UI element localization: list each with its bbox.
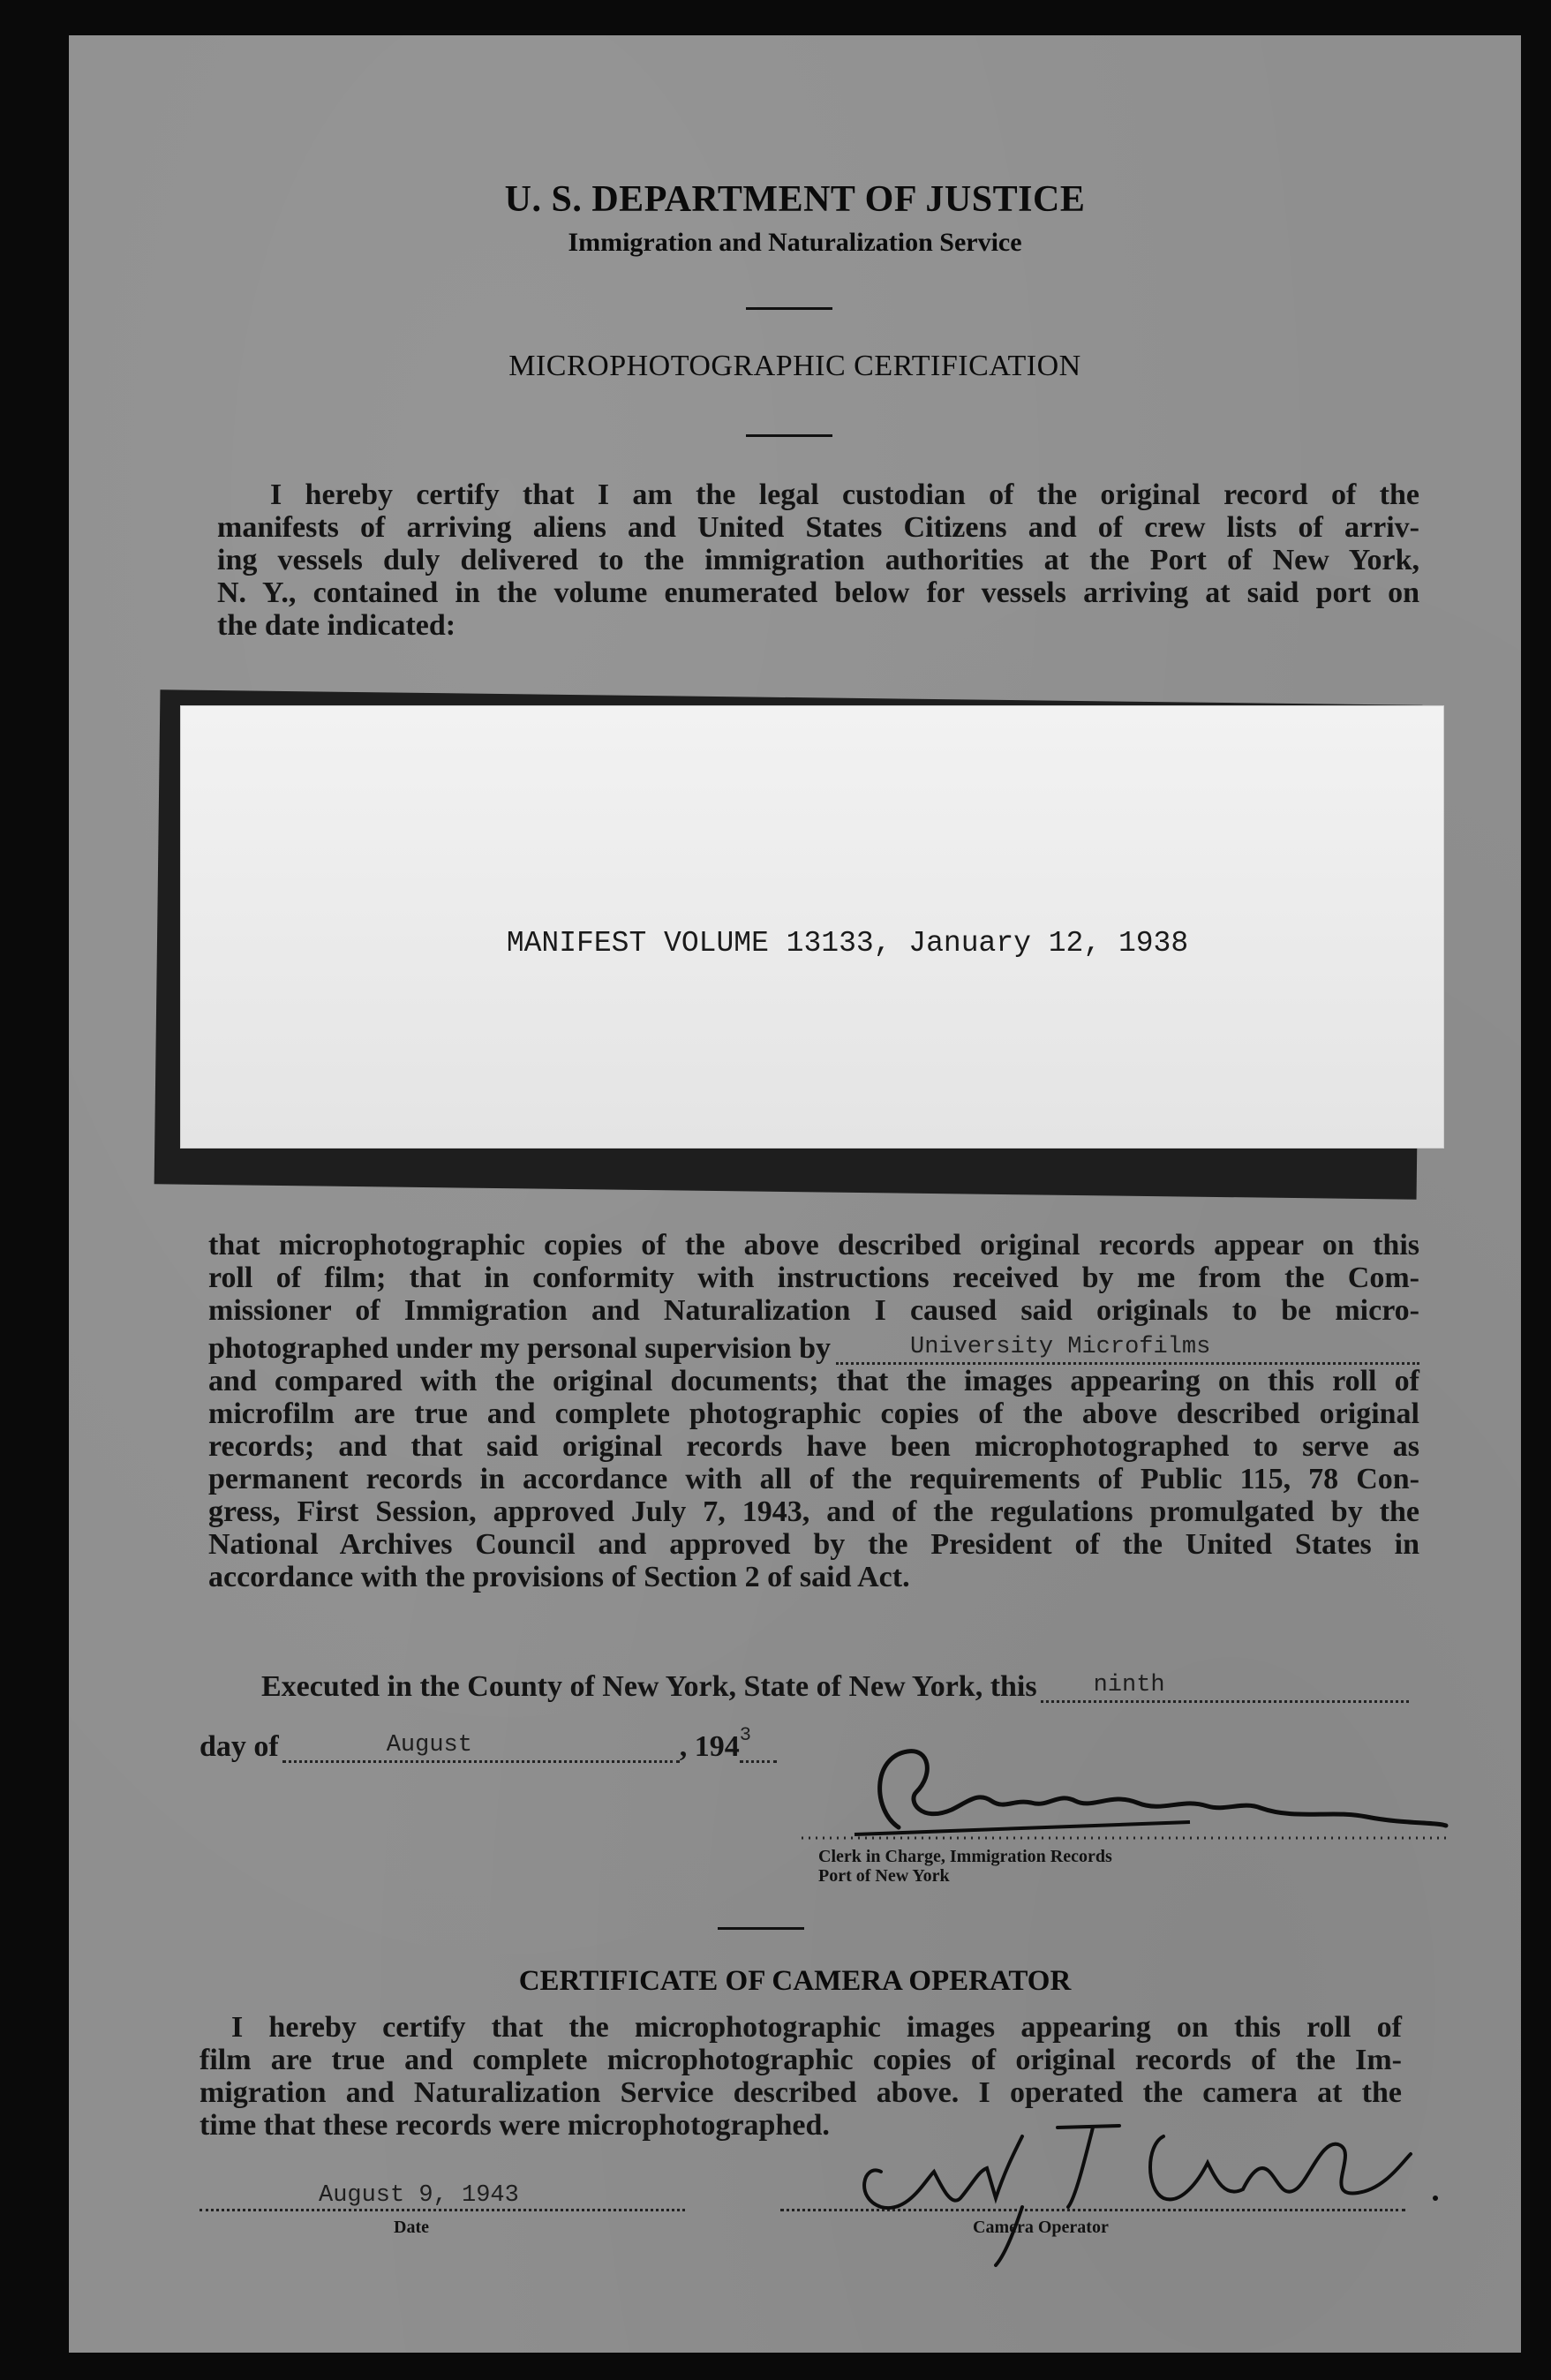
paragraph-line: time that these records were microphotographed. [200, 2109, 830, 2142]
year-prefix: , 194 [679, 1730, 740, 1763]
execution-prefix: Executed in the County of New York, State of New York, this [261, 1670, 1037, 1703]
certification-title: MICROPHOTOGRAPHIC CERTIFICATION [508, 350, 1081, 382]
divider-rule [746, 307, 832, 310]
service-subheading: Immigration and Naturalization Service [568, 228, 1022, 257]
day-fill-line [1041, 1672, 1409, 1703]
paragraph-line: N. Y., contained in the volume enumerated below for vessels arriving at said port on [217, 576, 1419, 609]
supervision-value: University Microfilms [910, 1334, 1211, 1360]
divider-rule [718, 1927, 804, 1930]
clerk-title-line1: Clerk in Charge, Immigration Records [818, 1847, 1112, 1866]
date-fill-line [200, 2182, 685, 2211]
camera-operator-label: Camera Operator [973, 2218, 1109, 2237]
day-of-label: day of [200, 1730, 279, 1763]
paragraph-line: manifests of arriving aliens and United States Citizens and of crew lists of arriv- [217, 511, 1419, 544]
body-paragraph [208, 1229, 1419, 1593]
month-fill-line [282, 1732, 680, 1763]
paragraph-line: migration and Naturalization Service described above. I operated the camera at the [200, 2076, 1402, 2109]
execution-line [261, 1670, 1409, 1703]
department-heading: U. S. DEPARTMENT OF JUSTICE [504, 179, 1086, 220]
date-value: August 9, 1943 [319, 2182, 519, 2209]
paragraph-line: National Archives Council and approved by the President of the United States in [208, 1528, 1419, 1561]
supervision-fill-line [836, 1334, 1419, 1365]
paragraph-line: and compared with the original documents; that the images appearing on this roll of [208, 1365, 1419, 1397]
divider-rule [746, 434, 832, 437]
paragraph-line: ing vessels duly delivered to the immigration authorities at the Port of New York, [217, 544, 1419, 576]
paragraph-line: that microphotographic copies of the above described original records appear on this [208, 1229, 1419, 1262]
paragraph-line: microfilm are true and complete photographic copies of the above described original [208, 1397, 1419, 1430]
manifest-card [181, 706, 1443, 1148]
manifest-volume-text: MANIFEST VOLUME 13133, January 12, 1938 [506, 927, 1189, 960]
clerk-signature [766, 1739, 1455, 1845]
paragraph-line: gress, First Session, approved July 7, 1943, and of the regulations promulgated by the [208, 1495, 1419, 1528]
paragraph-line: records; and that said original records have been microphotographed to serve as [208, 1430, 1419, 1463]
supervision-prefix: photographed under my personal supervision by [208, 1332, 832, 1365]
paragraph-line: permanent records in accordance with all of the requirements of Public 115, 78 Con- [208, 1463, 1419, 1495]
intro-paragraph [217, 478, 1419, 642]
paragraph-line: the date indicated: [217, 609, 456, 642]
paragraph-line: roll of film; that in conformity with instructions received by me from the Com- [208, 1262, 1419, 1294]
clerk-title-line2: Port of New York [818, 1866, 950, 1886]
paragraph-line: I hereby certify that I am the legal custodian of the original record of the [270, 478, 1419, 511]
date-label: Date [394, 2218, 429, 2237]
certificate-sheet [69, 35, 1521, 2353]
day-value: ninth [1093, 1672, 1165, 1698]
supervision-line [208, 1332, 1419, 1365]
camera-operator-signature [828, 2101, 1464, 2269]
paragraph-line: I hereby certify that the microphotographic images appearing on this roll of [231, 2011, 1402, 2044]
paragraph-line: missioner of Immigration and Naturalization I caused said originals to be micro- [208, 1294, 1419, 1327]
year-digit: 3 [739, 1724, 751, 1746]
paragraph-line: film are true and complete microphotographic copies of original records of the Im- [200, 2044, 1402, 2076]
paragraph-line: accordance with the provisions of Section 2 of said Act. [208, 1561, 910, 1593]
month-value: August [386, 1732, 472, 1759]
camera-operator-heading: CERTIFICATE OF CAMERA OPERATOR [518, 1965, 1072, 1997]
